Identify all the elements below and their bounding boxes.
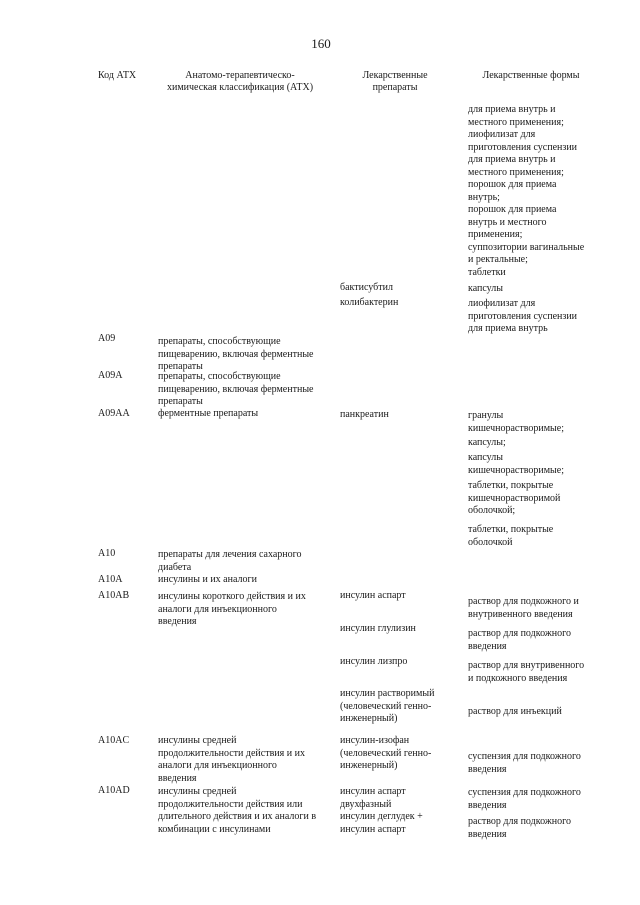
class-line: пищеварению, включая ферментные [158,348,314,360]
form-line: таблетки, покрытые [468,480,554,491]
form-line: суспензия для подкожного [468,751,581,762]
form-line: кишечнорастворимые; [468,464,564,476]
drug-name: инсулин-изофан [340,735,410,746]
class-line: комбинации с инсулинами [158,823,271,835]
form-line: внутрь и местного [468,216,547,228]
form-line: порошок для приема [468,204,557,215]
drug-name: инсулин аспарт [340,823,406,835]
form-line: приготовления суспензии [468,141,578,153]
atc-code: A10AD [98,785,130,796]
header-class-line-1: Анатомо-терапевтическо- [185,70,295,81]
form-line: раствор для инъекций [468,706,562,717]
header-drugs-line-1: Лекарственные [362,70,428,81]
header-drugs-line-2: препараты [372,82,418,93]
form-line: введения [468,763,507,775]
form-line: для приема внутрь и [468,104,556,115]
drug-name: колибактерин [340,297,399,308]
atc-code: A09A [98,370,123,381]
atc-code: A09 [98,333,116,344]
form-line: капсулы [468,452,503,463]
drug-name: бактисубтил [340,282,393,293]
atc-code: A10 [98,548,116,559]
class-line: препараты [158,396,203,407]
drug-name: инсулин лизпро [340,656,408,667]
drug-name: инсулин растворимый [340,688,435,699]
atc-code: A10AC [98,735,130,746]
drug-name: инсулин глулизин [340,623,416,634]
header-class-line-2: химическая классификация (АТХ) [166,82,314,93]
header-forms: Лекарственные формы [482,70,580,81]
form-line: введения [468,640,507,652]
form-line: местного применения; [468,116,564,128]
class-line: препараты, способствующие [158,336,281,347]
class-line: длительного действия и их аналоги в [158,811,317,822]
drug-name: (человеческий генно- [340,700,432,712]
atc-code: A10AB [98,590,130,601]
drug-name: (человеческий генно- [340,747,432,759]
class-line: аналоги для инъекционного [158,760,277,771]
class-line: продолжительности действия или [158,798,303,810]
class-line: диабета [158,561,192,573]
form-line: и ректальные; [468,254,528,265]
form-line: применения; [468,229,523,240]
form-line: и подкожного введения [468,672,568,684]
form-line: кишечнорастворимой [468,492,561,504]
drug-name: инженерный) [340,760,398,771]
class-line: введения [158,616,197,627]
drug-name: двухфазный [340,798,392,810]
class-line: инсулины средней [158,786,237,797]
drug-name: инженерный) [340,713,398,724]
form-line: таблетки, покрытые [468,524,554,535]
form-line: раствор для подкожного [468,628,571,639]
form-line: местного применения; [468,166,564,178]
form-line: оболочкой [468,536,513,548]
form-line: введения [468,828,507,840]
form-line: гранулы [468,410,504,421]
form-line: для приема внутрь и [468,154,556,165]
class-line: инсулины короткого действия и их [158,591,306,602]
drug-name: инсулин аспарт [340,590,406,601]
drug-name: инсулин аспарт [340,786,406,797]
form-line: кишечнорастворимые; [468,422,564,434]
class-line: инсулины и их аналоги [158,574,257,585]
header-code: Код АТХ [98,70,137,81]
form-line: суппозитории вагинальные [468,241,585,253]
class-line: продолжительности действия и их [158,747,305,759]
form-line: раствор для подкожного [468,816,571,827]
form-line: оболочкой; [468,505,516,516]
page-number: 160 [311,36,331,51]
form-line: лиофилизат для [468,129,536,140]
form-line: внутрь; [468,191,500,203]
form-line: суспензия для подкожного [468,787,581,798]
class-line: препараты [158,361,203,372]
class-line: ферментные препараты [158,408,259,419]
form-line: капсулы [468,283,503,294]
drug-name: панкреатин [340,409,389,420]
form-line: лиофилизат для [468,298,536,309]
class-line: введения [158,772,197,784]
form-line: раствор для подкожного и [468,596,579,607]
class-line: пищеварению, включая ферментные [158,383,314,395]
form-line: внутривенного введения [468,608,573,620]
class-line: препараты для лечения сахарного [158,549,302,560]
form-line: для приема внутрь [468,323,548,334]
class-line: аналоги для инъекционного [158,603,277,615]
form-line: приготовления суспензии [468,310,578,322]
form-line: таблетки [468,266,506,278]
form-line: порошок для приема [468,179,557,190]
atc-code: A09AA [98,408,130,419]
form-line: раствор для внутривенного [468,660,585,671]
form-line: капсулы; [468,437,506,448]
form-line: введения [468,799,507,811]
class-line: препараты, способствующие [158,371,281,382]
atc-code: A10A [98,574,123,585]
drug-name: инсулин деглудек + [340,811,423,822]
class-line: инсулины средней [158,735,237,746]
